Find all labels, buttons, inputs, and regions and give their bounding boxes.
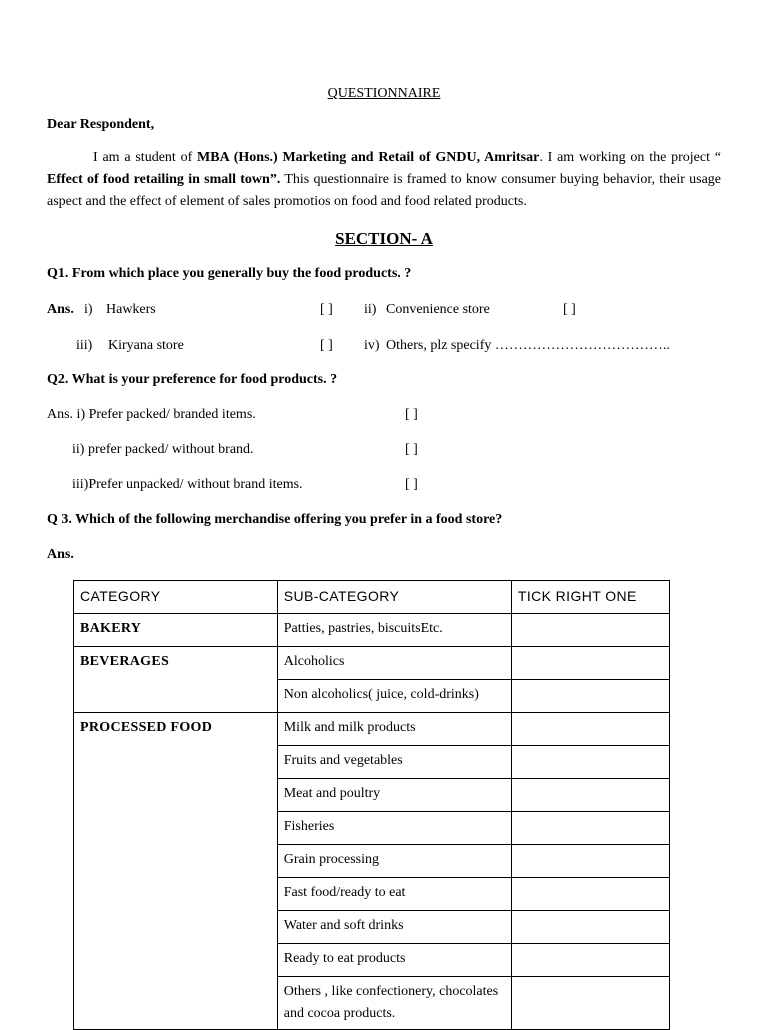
q1-question: Q1. From which place you generally buy the food products. ?: [47, 266, 412, 281]
q2-option-3-checkbox[interactable]: [ ]: [405, 477, 418, 492]
q2-option-1-checkbox[interactable]: [ ]: [405, 407, 418, 422]
q2-option-2-text: ii) prefer packed/ without brand.: [72, 442, 254, 457]
q1-ans-label: Ans.: [47, 302, 74, 317]
table-row: [74, 713, 670, 746]
q1-option-4-num: iv): [364, 338, 380, 353]
intro-course: MBA (Hons.) Marketing and Retail of GNDU, Amritsar: [197, 150, 540, 165]
q1-option-2-checkbox[interactable]: [ ]: [563, 302, 576, 317]
tick-cell[interactable]: [511, 614, 669, 647]
tick-cell[interactable]: [511, 944, 669, 977]
tick-cell[interactable]: [511, 878, 669, 911]
q1-option-4-text: Others, plz specify ………………………………..: [386, 338, 670, 353]
subcategory-cell: Alcoholics: [277, 647, 511, 680]
tick-cell[interactable]: [511, 647, 669, 680]
tick-cell[interactable]: [511, 713, 669, 746]
section-heading: SECTION- A: [335, 229, 433, 248]
subcategory-cell: Fruits and vegetables: [277, 746, 511, 779]
salutation: Dear Respondent,: [47, 117, 155, 132]
q1-option-3-checkbox[interactable]: [ ]: [320, 338, 333, 353]
subcategory-cell: Milk and milk products: [277, 713, 511, 746]
tick-cell[interactable]: [511, 812, 669, 845]
header-tick: TICK RIGHT ONE: [511, 581, 669, 614]
q3-question: Q 3. Which of the following merchandise offering you prefer in a food store?: [47, 512, 503, 527]
q2-option-2-checkbox[interactable]: [ ]: [405, 442, 418, 457]
q2-question: Q2. What is your preference for food products. ?: [47, 372, 338, 387]
q1-option-1-text: Hawkers: [106, 302, 156, 317]
subcategory-cell: Water and soft drinks: [277, 911, 511, 944]
subcategory-cell: Grain processing: [277, 845, 511, 878]
tick-cell[interactable]: [511, 911, 669, 944]
tick-cell[interactable]: [511, 845, 669, 878]
intro-text-3: This questionnaire is framed to know consumer buying behavior, their usage aspect and the effect of element of sales promotios on food and food related products.: [47, 172, 721, 209]
q1-option-3-text: Kiryana store: [108, 338, 184, 353]
merchandise-table: [73, 580, 670, 1030]
document-title: QUESTIONNAIRE: [327, 86, 441, 101]
intro-project: Effect of food retailing in small town”.: [47, 172, 281, 187]
tick-cell[interactable]: [511, 680, 669, 713]
q1-option-2-text: Convenience store: [386, 302, 490, 317]
q3-ans-label: Ans.: [47, 547, 74, 562]
table-header-row: [74, 581, 670, 614]
q1-option-1-num: i): [84, 302, 93, 317]
q2-option-1-text: Ans. i) Prefer packed/ branded items.: [47, 407, 256, 422]
q1-option-2-num: ii): [364, 302, 377, 317]
table-row: [74, 614, 670, 647]
q1-option-3-num: iii): [76, 338, 93, 353]
subcategory-cell: Patties, pastries, biscuitsEtc.: [277, 614, 511, 647]
category-processed-food: PROCESSED FOOD: [74, 713, 278, 1030]
category-beverages: BEVERAGES: [74, 647, 278, 713]
intro-text-1: I am a student of: [93, 150, 198, 165]
subcategory-cell: Fisheries: [277, 812, 511, 845]
subcategory-cell: Fast food/ready to eat: [277, 878, 511, 911]
q1-option-1-checkbox[interactable]: [ ]: [320, 302, 333, 317]
header-category: CATEGORY: [74, 581, 278, 614]
subcategory-cell: Ready to eat products: [277, 944, 511, 977]
q2-option-3-text: iii)Prefer unpacked/ without brand items.: [72, 477, 303, 492]
tick-cell[interactable]: [511, 977, 669, 1030]
header-subcategory: SUB-CATEGORY: [277, 581, 511, 614]
table-row: [74, 647, 670, 680]
subcategory-cell: Non alcoholics( juice, cold-drinks): [277, 680, 511, 713]
subcategory-cell: Meat and poultry: [277, 779, 511, 812]
subcategory-cell: Others , like confectionery, chocolates and cocoa products.: [277, 977, 511, 1030]
intro-text-2: . I am working on the project “: [539, 150, 721, 165]
tick-cell[interactable]: [511, 746, 669, 779]
intro-paragraph: [47, 147, 721, 213]
category-bakery: BAKERY: [74, 614, 278, 647]
tick-cell[interactable]: [511, 779, 669, 812]
